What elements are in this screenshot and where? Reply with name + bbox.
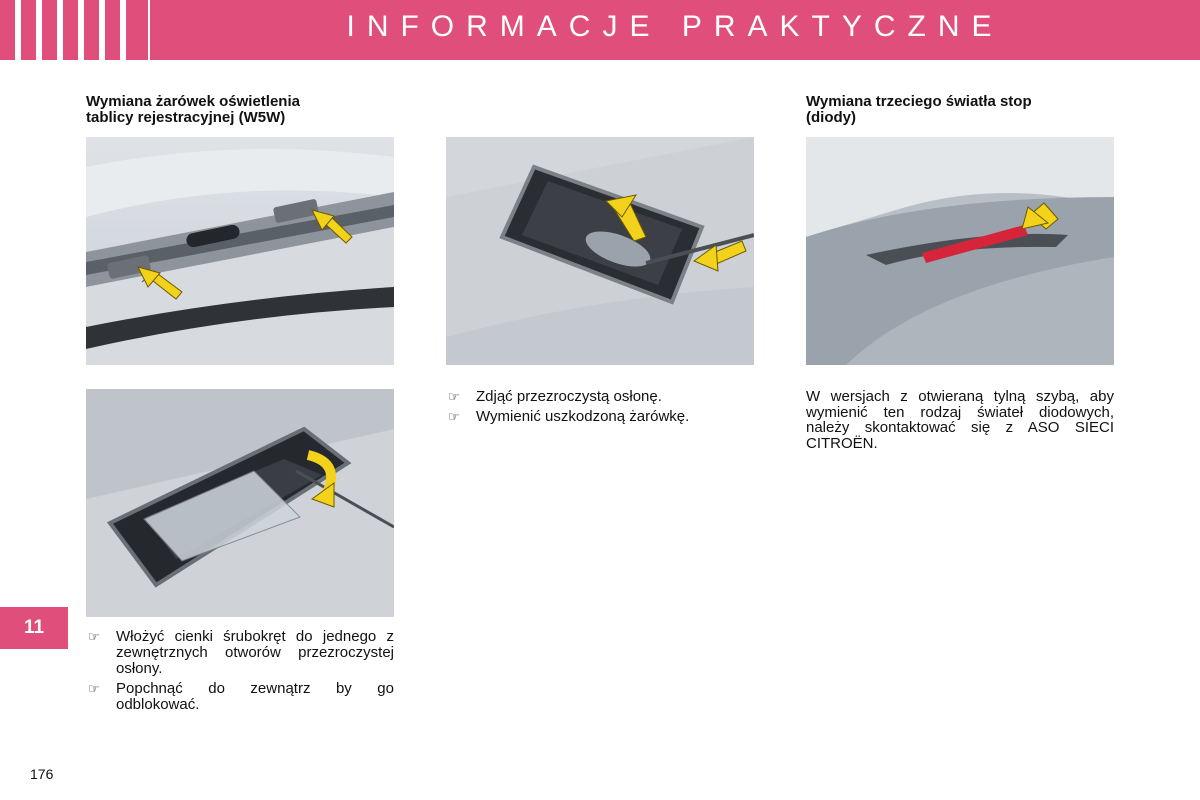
- pointing-hand-icon: ☞: [448, 389, 460, 404]
- left-section-heading: [86, 94, 386, 126]
- page-number: 176: [30, 766, 54, 782]
- figure-lens-removal: [86, 389, 394, 617]
- chapter-tab[interactable]: 11: [0, 607, 68, 649]
- right-section-paragraph: W wersjach z otwieraną tylną szybą, aby wymienić ten rodzaj świateł diodowych, należy skontaktować się z ASO SIECI CITROËN.: [806, 388, 1114, 452]
- list-item: [86, 681, 394, 713]
- figure-third-brake-light: [806, 137, 1114, 365]
- bullet-text: Włożyć cienki śrubokręt do jednego z zewnętrznych otworów przezroczystej osłony.: [116, 628, 394, 677]
- right-section-heading: [806, 94, 1126, 126]
- left-heading-line2: tablicy rejestracyjnej (W5W): [86, 109, 286, 126]
- page-title: INFORMACJE PRAKTYCZNE: [346, 10, 1004, 43]
- pointing-hand-icon: ☞: [88, 681, 100, 696]
- list-item: [446, 389, 766, 405]
- right-heading-line2: (diody): [806, 109, 856, 126]
- pointing-hand-icon: ☞: [88, 629, 100, 644]
- left-heading-line1: Wymiana żarówek oświetlenia: [86, 93, 300, 110]
- bullet-text: Popchnąć do zewnątrz by go odblokować.: [116, 680, 394, 713]
- figure-bulb-removal: [446, 137, 754, 365]
- right-heading-line1: Wymiana trzeciego światła stop: [806, 93, 1032, 110]
- bullet-text: Zdjąć przezroczystą osłonę.: [476, 388, 662, 405]
- middle-bullet-list: [446, 389, 766, 429]
- bullet-text: Wymienić uszkodzoną żarówkę.: [476, 408, 690, 425]
- list-item: [86, 629, 394, 677]
- list-item: [446, 409, 766, 425]
- left-bullet-list: [86, 629, 394, 717]
- header-stripes: [0, 0, 148, 60]
- figure-plate-lights-location: [86, 137, 394, 365]
- pointing-hand-icon: ☞: [448, 409, 460, 424]
